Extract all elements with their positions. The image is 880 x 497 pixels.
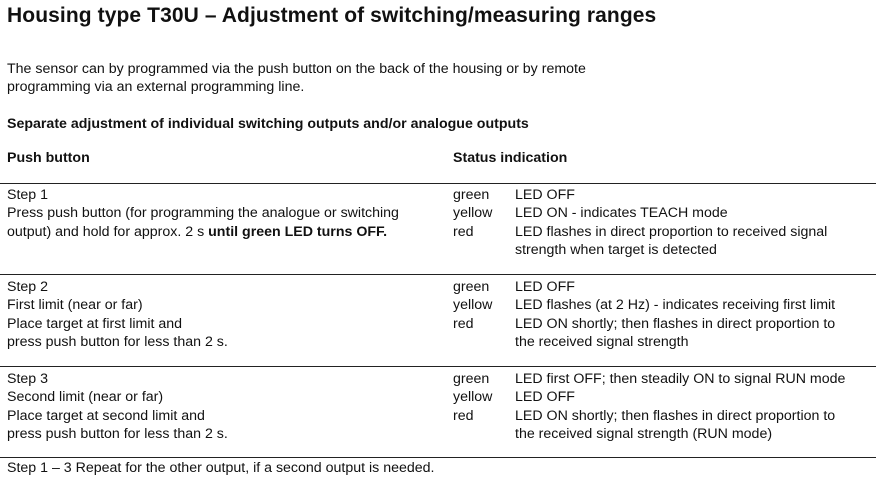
led-red-label: red — [453, 223, 474, 240]
led-green-label: green — [453, 371, 490, 387]
divider — [0, 366, 876, 367]
status-text: LED OFF — [515, 187, 575, 203]
step-text: First limit (near or far) — [7, 297, 143, 314]
step-text: Place target at second limit and — [7, 407, 205, 424]
status-text: LED OFF — [515, 389, 575, 406]
section-heading: Separate adjustment of individual switching outputs and/or analogue outputs — [7, 116, 529, 132]
status-text: LED flashes (at 2 Hz) - indicates receiving first limit — [515, 297, 836, 314]
intro-line-1: The sensor can by programmed via the push button on the back of the housing or by remote — [7, 61, 586, 77]
status-text: LED flashes in direct proportion to received signal — [515, 223, 828, 240]
status-text: LED ON shortly; then flashes in direct proportion to — [515, 315, 836, 332]
intro-line-2: programming via an external programming line. — [7, 79, 305, 95]
led-yellow-label: yellow — [453, 389, 493, 406]
step-text: output) and hold for approx. 2 s until green LED turns OFF. — [7, 223, 388, 240]
column-header-push-button: Push button — [7, 150, 90, 166]
footer-note: Step 1 – 3 Repeat for the other output, if a second output is needed. — [7, 460, 435, 476]
step-2-led-colors — [453, 278, 513, 333]
step-label: Step 3 — [7, 371, 49, 387]
column-header-status: Status indication — [453, 150, 568, 166]
led-yellow-label: yellow — [453, 205, 493, 222]
step-text: press push button for less than 2 s. — [7, 333, 228, 350]
step-3-led-colors — [453, 370, 513, 425]
status-text: LED ON - indicates TEACH mode — [515, 205, 728, 222]
step-text: Place target at first limit and — [7, 315, 183, 332]
status-text: LED OFF — [515, 279, 575, 295]
page-title: Housing type T30U – Adjustment of switching/measuring ranges — [7, 4, 657, 27]
status-text: LED ON shortly; then flashes in direct proportion to — [515, 407, 836, 424]
step-1-instructions — [7, 186, 437, 241]
led-red-label: red — [453, 407, 474, 424]
step-label: Step 1 — [7, 187, 49, 203]
status-text: the received signal strength — [515, 333, 689, 350]
status-text: LED first OFF; then steadily ON to signal RUN mode — [515, 371, 846, 387]
divider — [0, 274, 876, 275]
led-green-label: green — [453, 187, 490, 203]
step-1-status — [515, 186, 875, 259]
step-1-led-colors — [453, 186, 513, 241]
led-yellow-label: yellow — [453, 297, 493, 314]
step-text-emphasis: until green LED turns OFF. — [208, 223, 388, 240]
step-2-status — [515, 278, 875, 351]
status-text: strength when target is detected — [515, 241, 717, 258]
led-red-label: red — [453, 315, 474, 332]
step-3-instructions — [7, 370, 437, 443]
led-green-label: green — [453, 279, 490, 295]
step-text: press push button for less than 2 s. — [7, 425, 228, 442]
step-2-instructions — [7, 278, 437, 351]
step-3-status — [515, 370, 875, 443]
divider — [0, 183, 876, 184]
step-text: Second limit (near or far) — [7, 389, 164, 406]
step-text: Press push button (for programming the analogue or switching — [7, 205, 399, 222]
divider — [0, 457, 876, 458]
status-text: the received signal strength (RUN mode) — [515, 425, 773, 442]
intro-paragraph — [7, 60, 647, 96]
step-label: Step 2 — [7, 279, 49, 295]
